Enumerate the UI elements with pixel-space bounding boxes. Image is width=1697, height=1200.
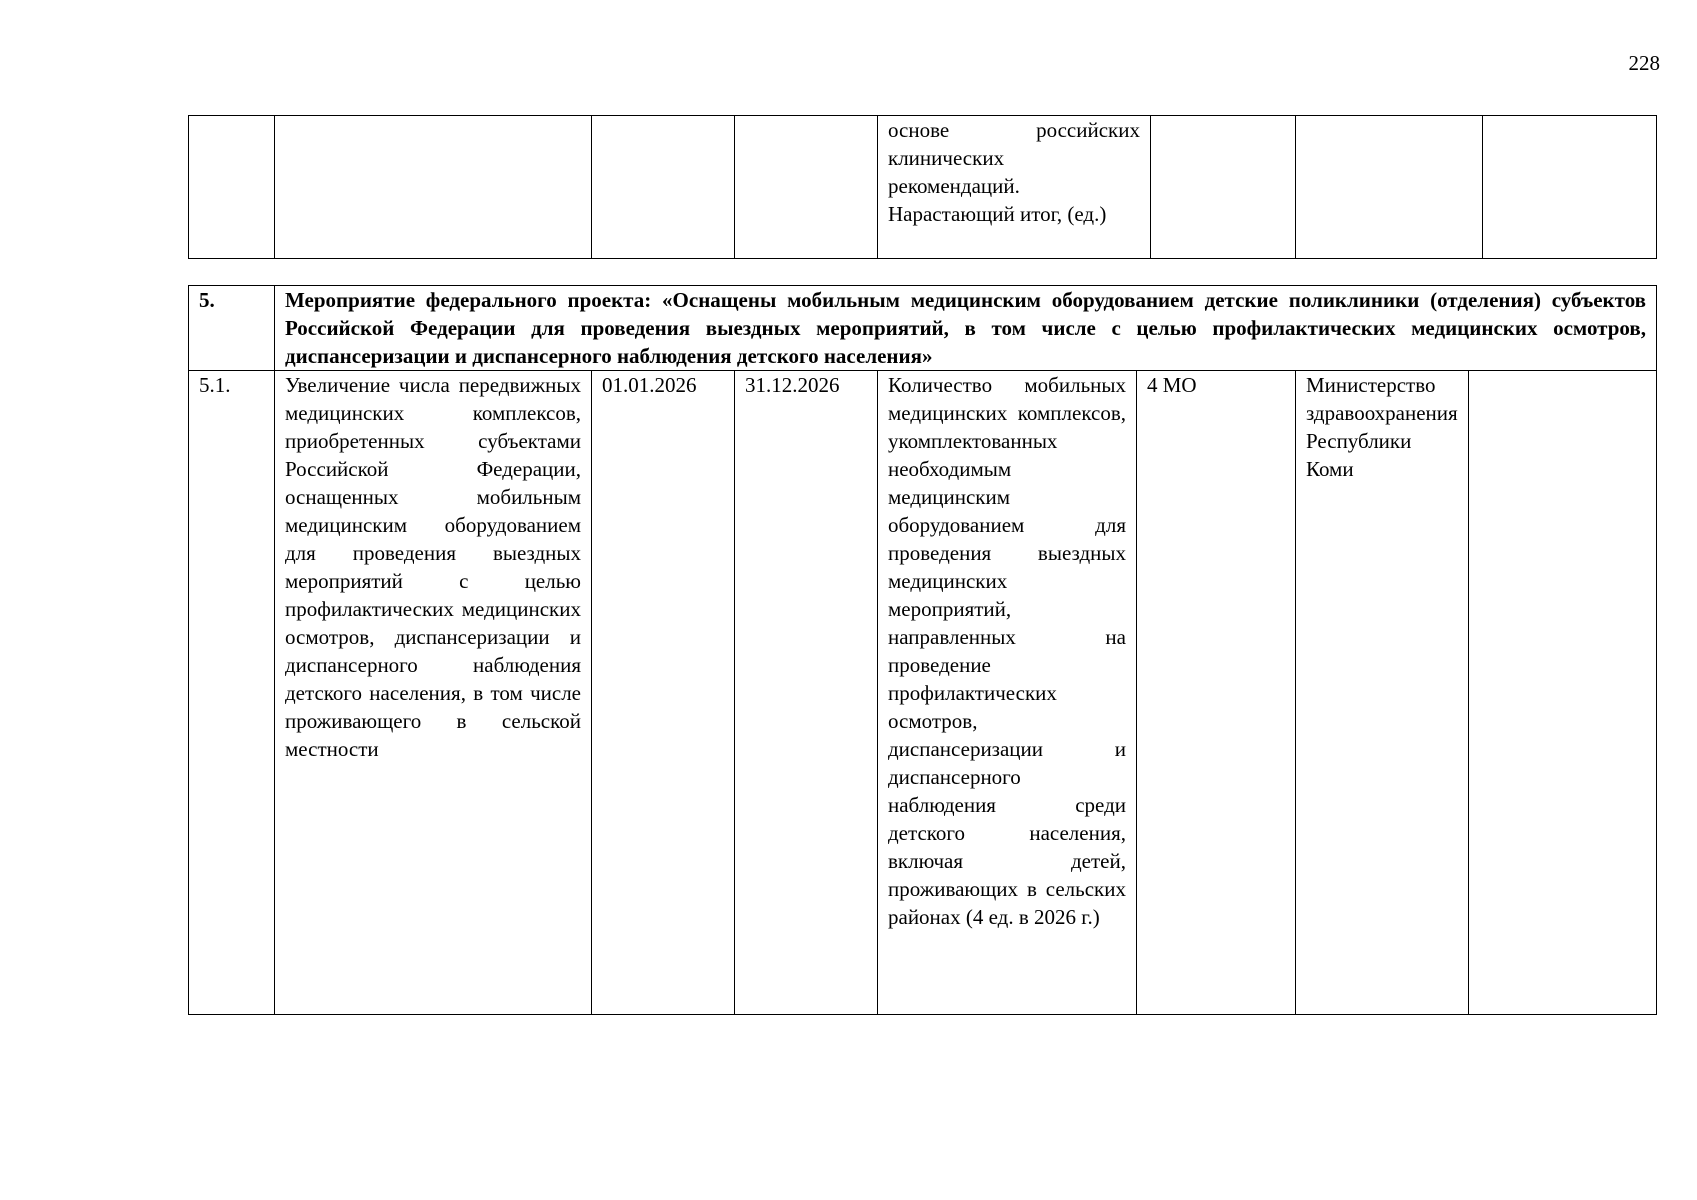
row-number: 5.1.	[189, 371, 275, 1015]
row-end-date: 31.12.2026	[735, 371, 878, 1015]
row-start-date: 01.01.2026	[592, 371, 735, 1015]
cell-end-date	[735, 116, 878, 259]
cell-number	[189, 116, 275, 259]
cell-start-date	[592, 116, 735, 259]
section-title: Мероприятие федерального проекта: «Оснащены мобильным медицинским оборудованием детские поликлиники (отделения) субъектов Российской Федерации для проведения выездных мероприятий, в том числе с целью профилактических медицинских осмотров, диспансеризации и диспансерного наблюдения детского населения»	[275, 286, 1657, 371]
page-number: 228	[1628, 51, 1660, 75]
continuation-table	[188, 115, 1657, 259]
cell-description	[275, 116, 592, 259]
cell-indicator-tail: основе российских клинических рекомендаций. Нарастающий итог, (ед.)	[878, 116, 1151, 259]
table-row	[189, 371, 1657, 1015]
cell-extra	[1483, 116, 1657, 259]
measures-table	[188, 285, 1657, 1015]
section-number: 5.	[189, 286, 275, 371]
row-responsible: Министерство здравоохранения Республики Коми	[1296, 371, 1469, 1015]
row-extra	[1469, 371, 1657, 1015]
cell-responsible	[1296, 116, 1483, 259]
row-value: 4 МО	[1137, 371, 1296, 1015]
section-header-row	[189, 286, 1657, 371]
row-description: Увеличение числа передвижных медицинских комплексов, приобретенных субъектами Российской Федерации, оснащенных мобильным медицинским оборудованием для проведения выездных мероприятий с целью профилактических медицинских осмотров, диспансеризации и диспансерного наблюдения детского населения, в том числе проживающего в сельской местности	[275, 371, 592, 1015]
continuation-row	[189, 116, 1657, 259]
cell-value	[1151, 116, 1296, 259]
row-indicator: Количество мобильных медицинских комплексов, укомплектованных необходимым медицинским оборудованием для проведения выездных медицинских мероприятий, направленных на проведение профилактических осмотров, диспансеризации и диспансерного наблюдения среди детского населения, включая детей, проживающих в сельских районах (4 ед. в 2026 г.)	[878, 371, 1137, 1015]
